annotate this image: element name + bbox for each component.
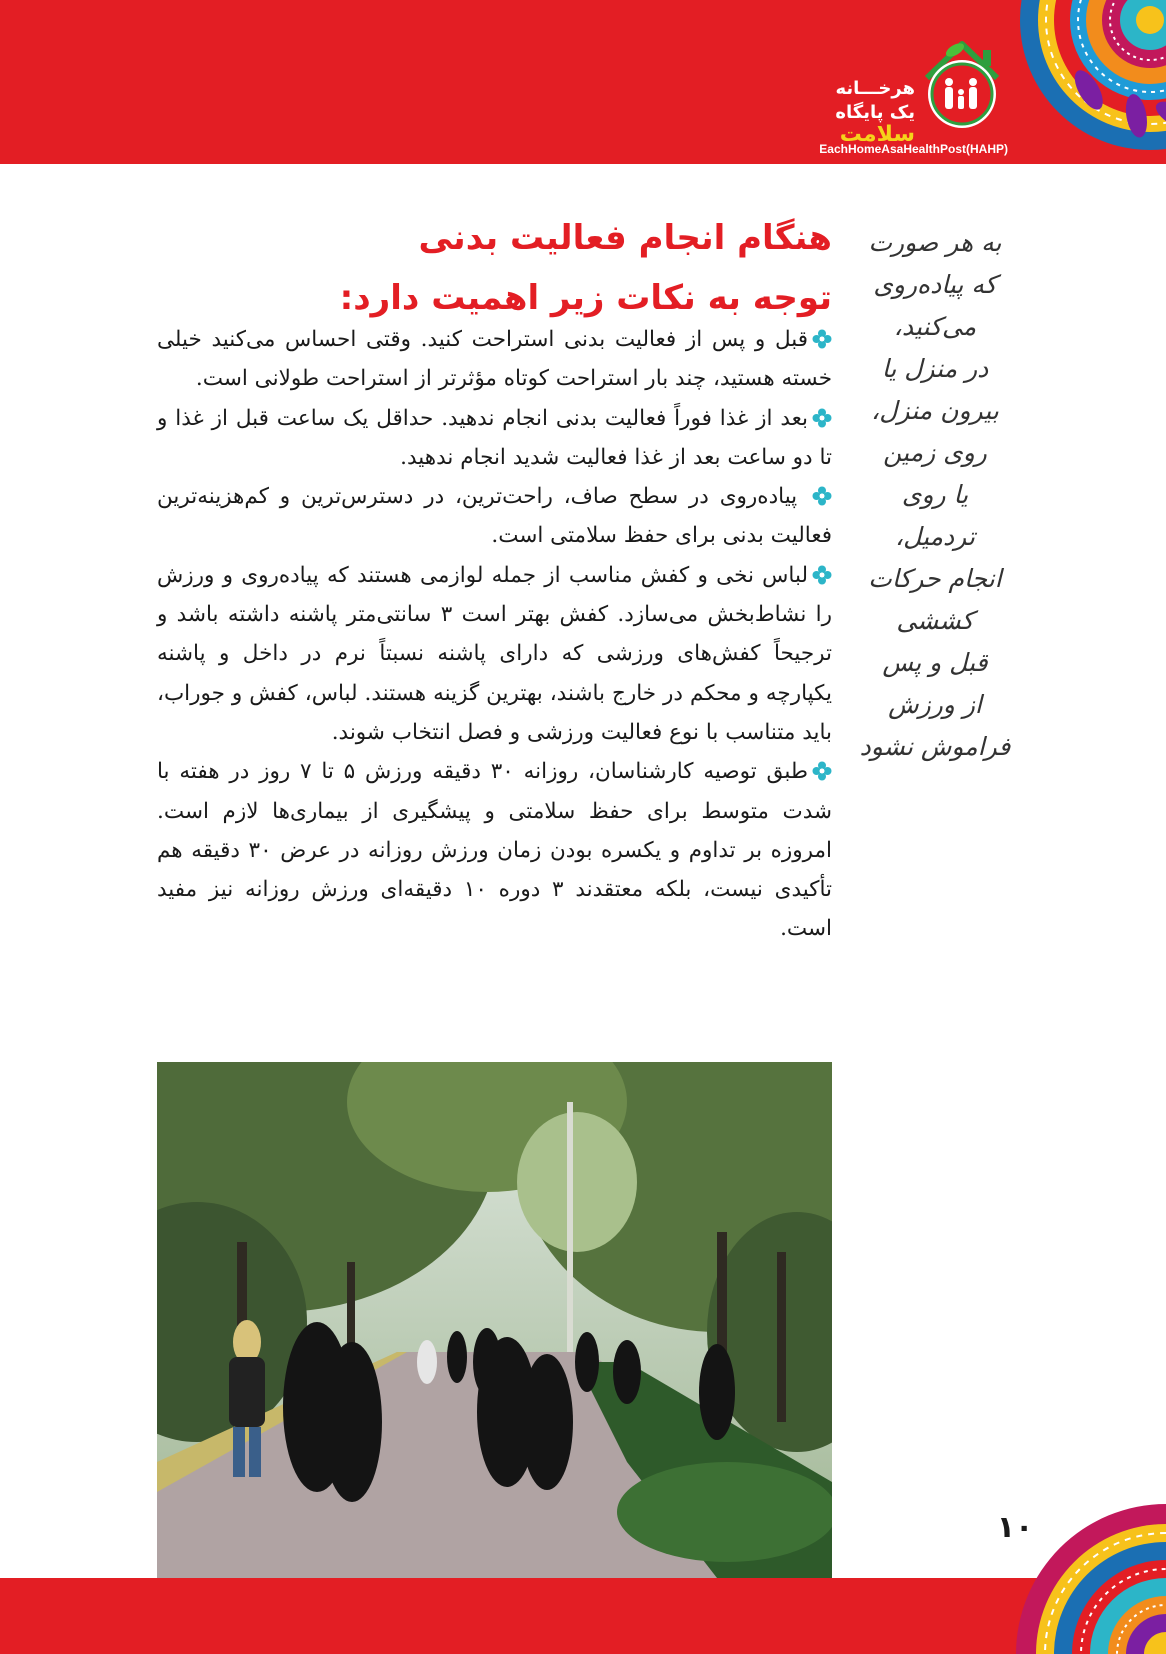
side-note-line: می‌کنید، [893, 312, 977, 341]
bullet-text: بعد از غذا فوراً فعالیت بدنی انجام ندهید. حداقل یک ساعت قبل از غذا و تا دو ساعت بعد از غذا فعالیت شدید انجام ندهید. [157, 405, 832, 470]
logo-line-1: هرخـــانه [835, 78, 915, 99]
side-note-line: تردمیل، [895, 522, 975, 551]
logo-line-3: سلامت [839, 122, 915, 147]
side-note-line: قبل و پس [882, 648, 988, 677]
flower-bullet-icon [812, 329, 832, 349]
list-item [157, 477, 832, 556]
flower-bullet-icon [812, 565, 832, 585]
list-item [157, 399, 832, 478]
list-item [157, 556, 832, 752]
logo-line-2: یک پایگاه [835, 102, 915, 123]
side-note-line: کششی [896, 606, 974, 635]
side-note-line: در منزل یا [881, 354, 989, 383]
side-note-line: انجام حرکات [868, 564, 1002, 593]
side-note-line: یا روی [901, 480, 969, 509]
heading-line-2: توجه به نکات زیر اهمیت دارد: [339, 278, 832, 318]
house-apple-family-icon [919, 36, 1005, 134]
flower-bullet-icon [812, 408, 832, 428]
page-number: ۱۰ [996, 1510, 1034, 1545]
flower-bullet-icon [812, 761, 832, 781]
section-heading [232, 208, 832, 328]
heading-line-1: هنگام انجام فعالیت بدنی [418, 218, 832, 258]
side-note-line: به هر صورت [868, 228, 1002, 257]
park-walkway-walkers-photo [157, 1062, 832, 1578]
bullet-text: طبق توصیه کارشناسان، روزانه ۳۰ دقیقه ورزش ۵ تا ۷ روز در هفته با شدت متوسط برای حفظ سلامتی و پیشگیری از بیماری‌ها لازم است. امروزه بر تداوم و یکسره بودن زمان ورزش روزانه در عرض ۳۰ دقیقه هم تأکیدی نیست، بلکه معتقدند ۳ دوره ۱۰ دقیقه‌ای ورزش روزانه نیز مفید است. [157, 759, 833, 942]
bullet-text: قبل و پس از فعالیت بدنی استراحت کنید. وقتی احساس می‌کنید خیلی خسته هستید، چند بار استراحت کوتاه مؤثرتر از استراحت طولانی است. [157, 327, 832, 392]
bullet-text: پیاده‌روی در سطح صاف، راحت‌ترین، در دسترس‌ترین و کم‌هزینه‌ترین فعالیت بدنی برای حفظ سلامتی است. [157, 484, 832, 549]
bullet-list [157, 320, 832, 949]
side-note-line: فراموش نشود [859, 732, 1011, 761]
logo-caption: EachHomeAsaHealthPost(HAHP) [819, 142, 1008, 156]
side-note-line: بیرون منزل، [871, 396, 999, 425]
list-item [157, 320, 832, 399]
side-note [855, 222, 1015, 768]
side-note-line: که پیاده‌روی [873, 270, 997, 299]
flower-bullet-icon [812, 486, 832, 506]
mandala-ornament-top [1000, 0, 1166, 164]
hahp-logo [790, 30, 1010, 164]
side-note-line: روی زمین [883, 438, 987, 467]
list-item [157, 752, 832, 948]
side-note-line: از ورزش [888, 690, 982, 719]
bullet-text: لباس نخی و کفش مناسب از جمله لوازمی هستند که پیاده‌روی و ورزش را نشاط‌بخش می‌سازد. کفش بهتر است ۳ سانتی‌متر پاشنه داشته باشد و ترجیحاً کفش‌های ورزشی که دارای پاشنه نسبتاً نرم در داخل و پاشنه یکپارچه و محکم در خارج باشند، بهترین گزینه هستند. لباس، کفش و جوراب، باید متناسب با نوع فعالیت ورزشی و فصل انتخاب شوند. [157, 562, 832, 745]
